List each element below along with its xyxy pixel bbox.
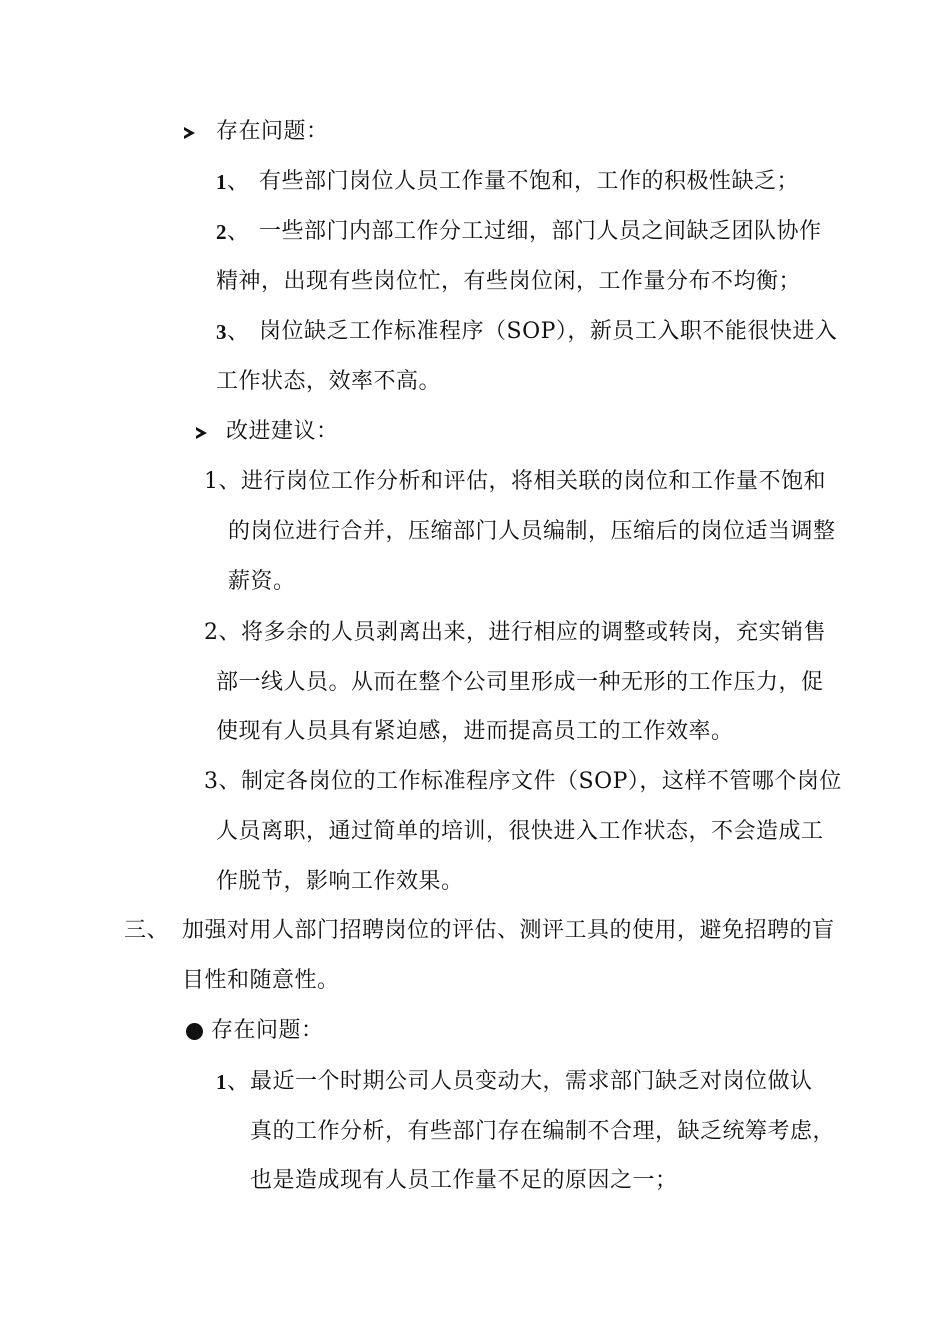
suggestion-text-line: 2、将多余的人员剥离出来，进行相应的调整或转岗，充实销售 <box>204 620 826 645</box>
item-separator: 、 <box>227 220 250 245</box>
suggestions-label: 改进建议： <box>226 419 339 444</box>
problem-text-line: 真的工作分析，有些部门存在编制不合理，缺乏统筹考虑， <box>250 1119 836 1144</box>
item-number: 1 <box>216 1070 227 1094</box>
suggestion-text-line: 3、制定各岗位的工作标准程序文件（SOP），这样不管哪个岗位 <box>204 769 842 794</box>
suggestion-text-line: 的岗位进行合并，压缩部门人员编制，压缩后的岗位适当调整 <box>228 519 836 544</box>
section-number: 三、 <box>124 918 170 943</box>
section-heading-line: 加强对用人部门招聘岗位的评估、测评工具的使用，避免招聘的盲 <box>182 918 835 943</box>
item-number: 2 <box>216 220 227 244</box>
item-separator: 、 <box>227 1070 250 1095</box>
problems-label: 存在问题： <box>211 1018 324 1043</box>
problem-text-line: 岗位缺乏工作标准程序（SOP），新员工入职不能很快进入 <box>259 319 838 344</box>
problem-text-line: 最近一个时期公司人员变动大，需求部门缺乏对岗位做认 <box>250 1069 813 1094</box>
item-number: 3 <box>216 320 227 344</box>
suggestion-text-line: 1、进行岗位工作分析和评估，将相关联的岗位和工作量不饱和 <box>204 469 826 494</box>
suggestion-text-line: 使现有人员具有紧迫感，进而提高员工的工作效率。 <box>216 719 734 744</box>
problem-text-line: 也是造成现有人员工作量不足的原因之一； <box>250 1168 678 1193</box>
circle-bullet-icon <box>186 1023 203 1040</box>
problems-label: 存在问题： <box>216 119 329 144</box>
section-heading-line: 目性和随意性。 <box>182 968 340 993</box>
arrow-bullet-icon <box>184 127 195 139</box>
suggestion-text-line: 部一线人员。从而在整个公司里形成一种无形的工作压力，促 <box>216 670 824 695</box>
problem-text-line: 一些部门内部工作分工过细，部门人员之间缺乏团队协作 <box>259 219 822 244</box>
problem-text-line: 有些部门岗位人员工作量不饱和，工作的积极性缺乏； <box>259 169 800 194</box>
suggestion-text-line: 人员离职，通过简单的培训，很快进入工作状态，不会造成工 <box>216 819 824 844</box>
item-number: 1 <box>216 170 227 194</box>
suggestion-text-line: 薪资。 <box>228 569 296 594</box>
item-separator: 、 <box>227 170 250 195</box>
suggestion-text-line: 作脱节，影响工作效果。 <box>216 869 464 894</box>
item-separator: 、 <box>227 320 250 345</box>
problem-text-line: 工作状态，效率不高。 <box>216 369 442 394</box>
arrow-bullet-icon <box>196 427 207 439</box>
problem-text-line: 精神，出现有些岗位忙，有些岗位闲，工作量分布不均衡； <box>216 269 802 294</box>
